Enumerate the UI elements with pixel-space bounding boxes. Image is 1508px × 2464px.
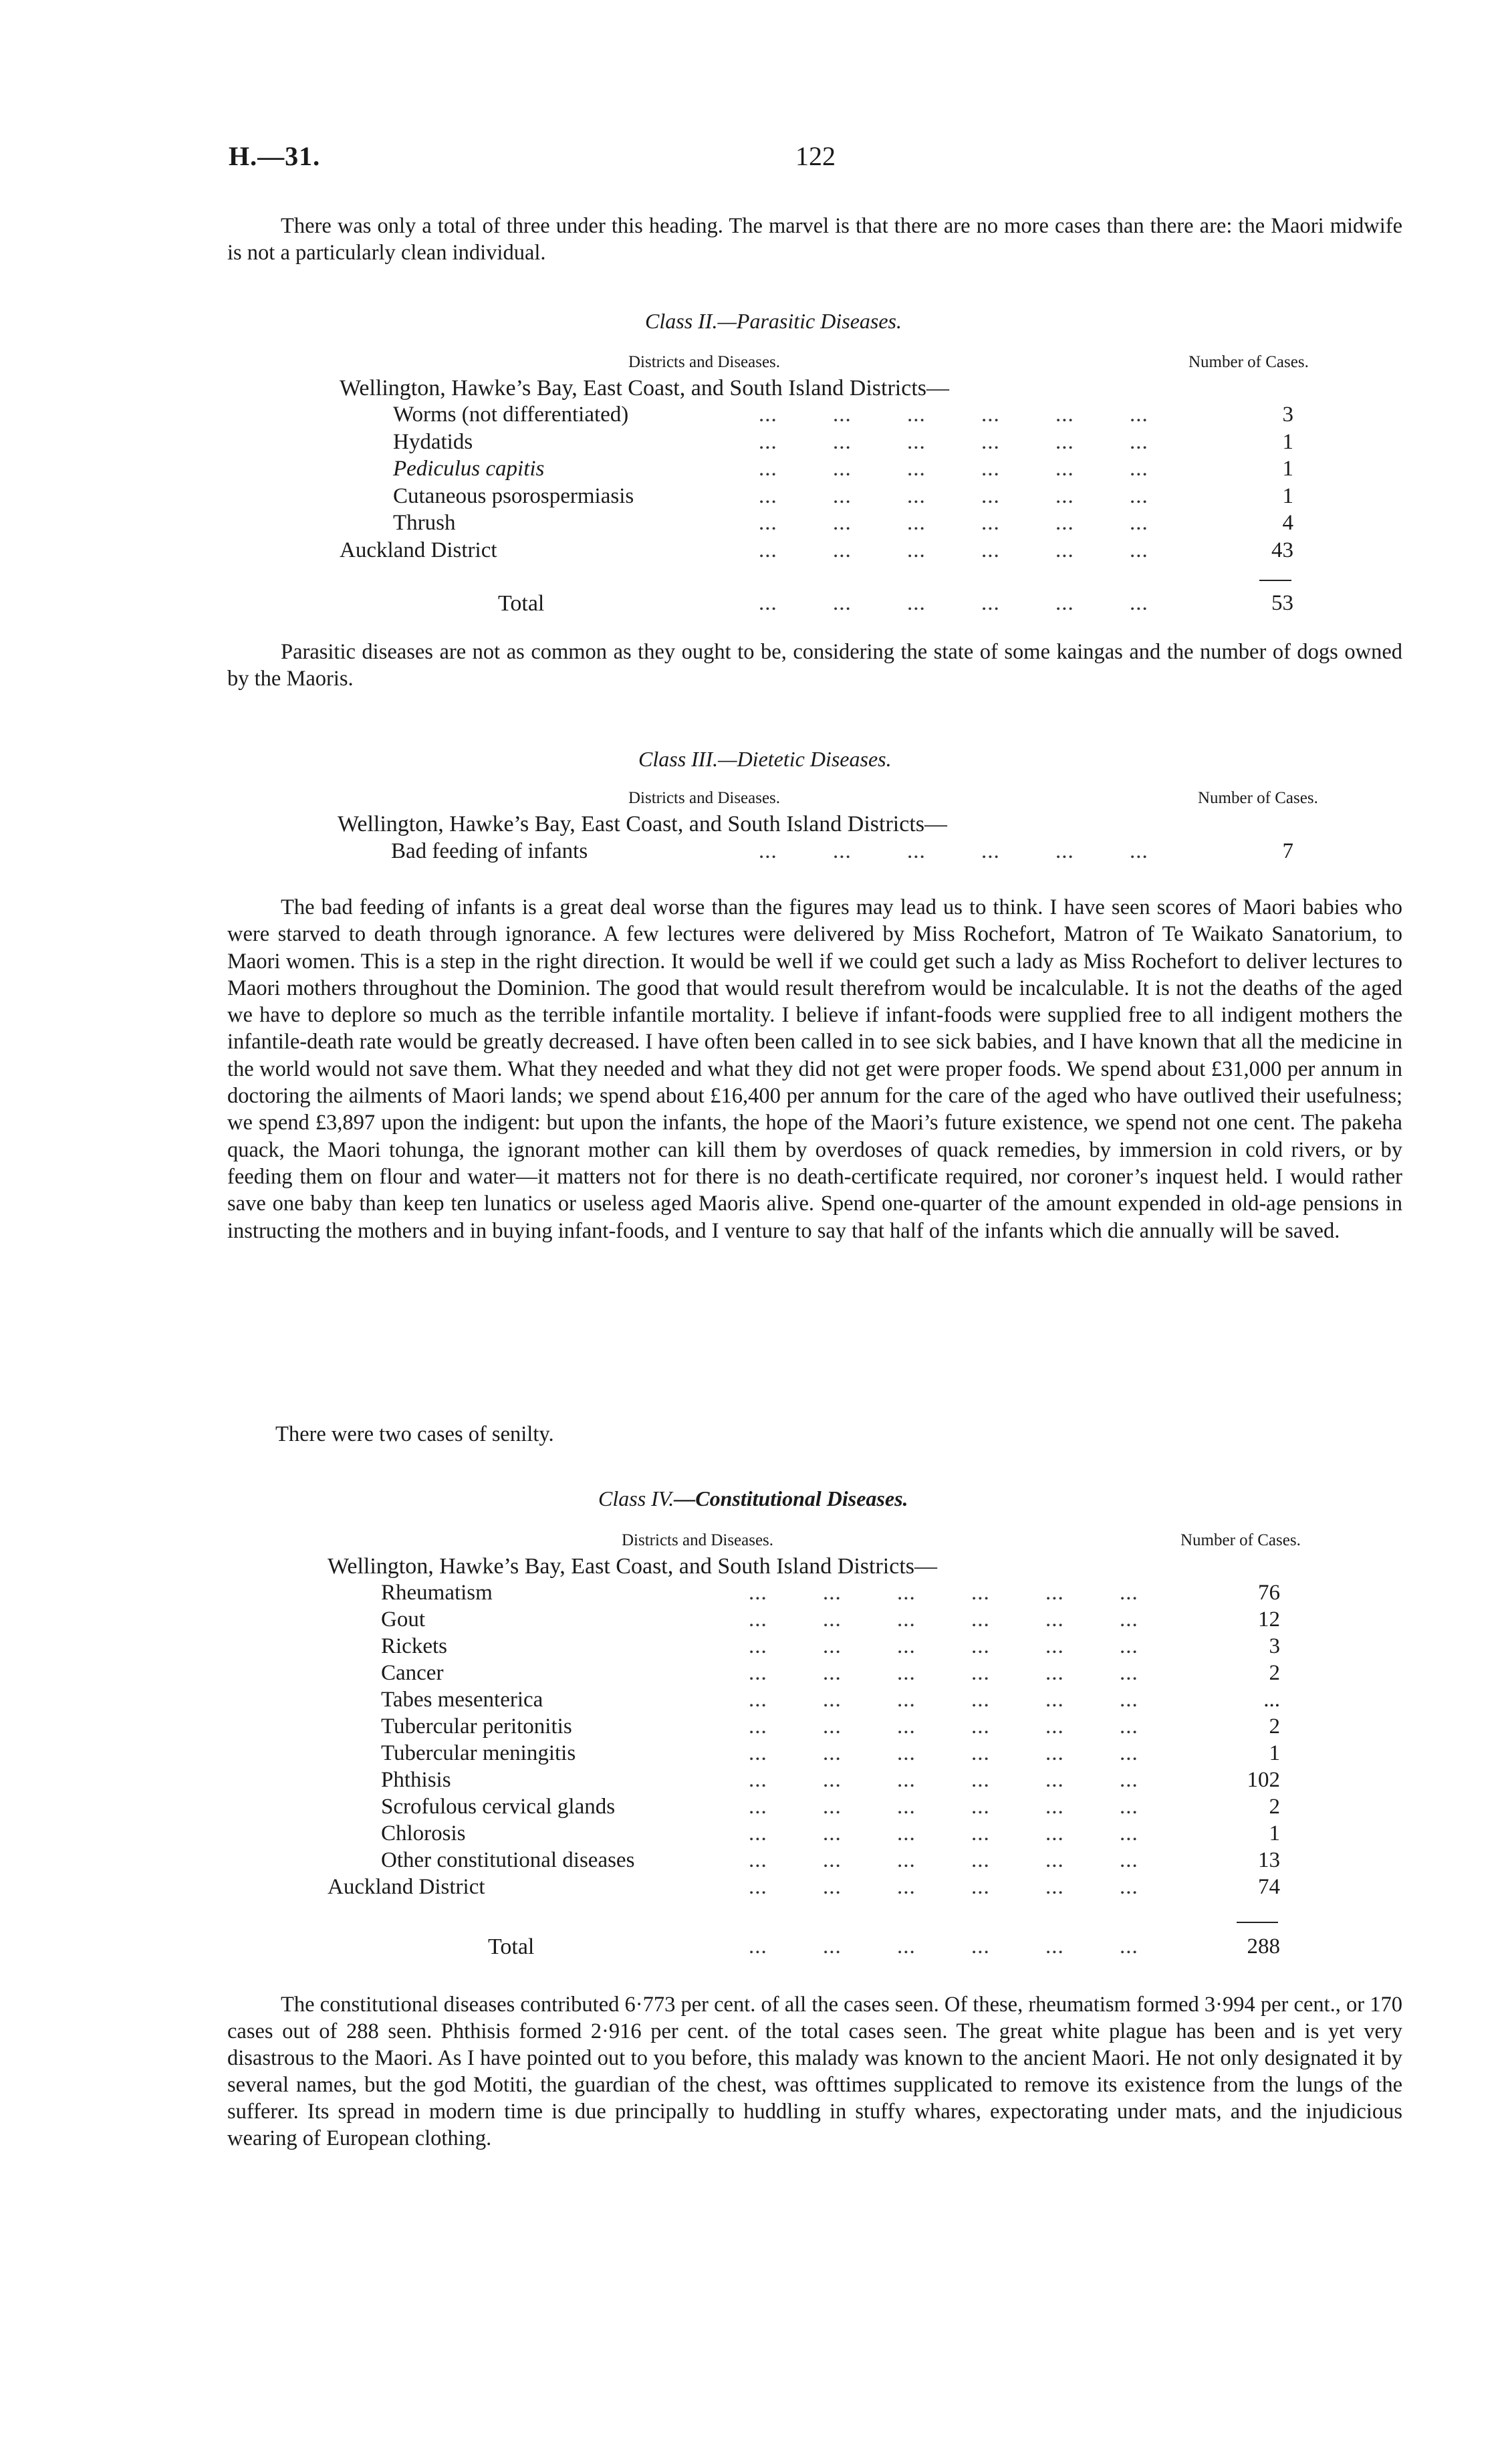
class3-col-cases: Number of Cases. [1198,789,1318,807]
leader-dots: ... ... ... ... ... ... [759,403,1148,427]
table-row [381,1634,1310,1661]
total-label: Total [498,591,545,616]
table-row [381,1848,1310,1875]
row-label: Auckland District [328,1875,485,1899]
class3-districts-line: Wellington, Hawke’s Bay, East Coast, and South Island Districts— [338,812,948,836]
table-row [391,839,1310,866]
row-label: Gout [381,1607,425,1632]
class4-col-cases: Number of Cases. [1180,1531,1301,1549]
class3-paragraph: The bad feeding of infants is a great deal worse than the figures may lead us to think. I have seen scores of Maori babies who were starved to death through ignorance. A few lectures were delivered by Miss Rochefort, Matron of Te Waikato Sanatorium, to Maori women. This is a step in the right direction. It would be well if we could get such a lady as Miss Rochefort to deliver lectures to Maori mothers throughout the Dominion. The good that would result therefrom would be incalculable. It is not the deaths of the aged we have to deplore so much as the terrible infantile mortality. I believe if infant-foods were supplied free to all indigent mothers the infantile-death rate would be greatly decreased. I have often been called in to see sick babies, and I have known that all the medicine in the world would not save them. What they needed and what they did not get were proper foods. We spend about £31,000 per annum in doctoring the ailments of Maori lands; we spend about £16,400 per annum for the care of the aged who have outlived their usefulness; we spend £3,897 upon the indigent: but upon the infants, the hope of the Maori’s future existence, we spend not one cent. The pakeha quack, the Maori tohunga, the ignorant mother can kill them by overdoses of quack remedies, by immersion in cold rivers, or by feeding them on flour and water—it matters not for there is no death-certificate required, nor coroner’s inquest held. I would rather save one baby than keep ten lunatics or useless aged Maoris alive. Spend one-quarter of the amount expended in old-age pensions in instructing the mothers and in buying infant-foods, and I venture to say that half of the infants which die annually will be saved. [227,895,1402,1243]
total-value: 288 [1247,1934,1280,1958]
class3-col-districts: Districts and Diseases. [628,789,781,807]
leader-dots: ... ... ... ... ... ... [749,1581,1138,1605]
row-label: Rheumatism [381,1581,493,1605]
leader-dots: ... ... ... ... ... ... [759,591,1148,615]
row-label: Tubercular peritonitis [381,1714,572,1739]
row-label: Auckland District [340,538,497,562]
page-number: 122 [795,141,836,171]
row-label: Scrofulous cervical glands [381,1795,616,1819]
class4-title [598,1486,908,1511]
row-label: Tubercular meningitis [381,1741,576,1765]
table-row [381,1741,1310,1768]
row-label: Hydatids [393,429,473,454]
row-label: Cancer [381,1661,444,1685]
senility-sentence: There were two cases of senilty. [275,1422,554,1446]
row-label: Worms (not differentiated) [393,403,629,427]
row-value: 4 [1282,511,1293,535]
auckland-row [328,1875,1310,1902]
class2-col-districts: Districts and Diseases. [628,353,781,371]
table-row [381,1821,1310,1848]
row-value: 74 [1258,1875,1280,1899]
row-label: Phthisis [381,1768,451,1792]
leader-dots: ... ... ... ... ... ... [749,1741,1138,1765]
row-value: 102 [1247,1768,1280,1792]
table-row [381,1661,1310,1688]
table-row [393,430,1310,457]
auckland-row [340,538,1310,565]
row-label: Other constitutional diseases [381,1848,635,1872]
class2-total-rule [1259,580,1291,581]
table-row [381,1581,1310,1607]
row-value: 2 [1269,1795,1280,1819]
table-row [381,1714,1310,1741]
row-label: Pediculus capitis [393,457,545,481]
row-value: 2 [1269,1714,1280,1739]
leader-dots: ... ... ... ... ... ... [749,1768,1138,1792]
leader-dots: ... ... ... ... ... ... [749,1714,1138,1739]
row-label: Bad feeding of infants [391,839,588,863]
class2-col-cases: Number of Cases. [1188,353,1309,371]
total-row [498,591,1310,618]
class4-title-name: —Constitutional Diseases. [674,1486,908,1510]
class4-paragraph: The constitutional diseases contributed 6·773 per cent. of all the cases seen. Of these, rheumatism formed 3·994 per cent., or 170 cases out of 288 seen. Phthisis formed 2·916 per cent. of the total cases seen. The great white plague has been and is yet very disastrous to the Maori. As I have pointed out to you before, this malady was known to the ancient Maori. He not only designated it by several names, but the god Motiti, the guardian of the chest, was ofttimes supplicated to remove its existence from the lungs of the sufferer. Its spread in modern time is due principally to huddling in stuffy whares, expectorating under mats, and the injudicious wearing of European clothing. [227,1993,1402,2150]
leader-dots: ... ... ... ... ... ... [749,1661,1138,1685]
leader-dots: ... ... ... ... ... ... [749,1607,1138,1632]
class2-title [645,309,902,334]
table-row [381,1795,1310,1821]
leader-dots: ... ... ... ... ... ... [749,1795,1138,1819]
class4-total-rule [1237,1922,1278,1923]
leader-dots: ... ... ... ... ... ... [749,1821,1138,1845]
row-value: 1 [1282,429,1293,454]
leader-dots: ... ... ... ... ... ... [749,1688,1138,1712]
row-value: 76 [1258,1581,1280,1605]
row-value: 13 [1258,1848,1280,1872]
class2-title-name: —Parasitic Diseases. [717,309,902,333]
leader-dots: ... ... ... ... ... ... [749,1934,1138,1958]
row-value: 1 [1269,1821,1280,1845]
report-code: H.—31. [229,141,321,171]
table-row [393,511,1310,538]
row-value: 2 [1269,1661,1280,1685]
leader-dots: ... ... ... ... ... ... [759,538,1148,562]
leader-dots: ... ... ... ... ... ... [759,457,1148,481]
leader-dots: ... ... ... ... ... ... [759,429,1148,454]
row-value: 1 [1269,1741,1280,1765]
class2-paragraph: Parasitic diseases are not as common as they ought to be, considering the state of some kaingas and the number of dogs owned by the Maoris. [227,640,1402,691]
table-row [381,1607,1310,1634]
leader-dots: ... ... ... ... ... ... [759,483,1148,508]
table-row [393,457,1310,483]
row-label: Chlorosis [381,1821,466,1845]
class2-title-prefix: Class II. [645,309,718,333]
row-value: 3 [1282,403,1293,427]
total-row [488,1934,1310,1961]
row-value: 43 [1271,538,1293,562]
row-value: 1 [1282,457,1293,481]
table-row [381,1688,1310,1714]
row-value: 12 [1258,1607,1280,1632]
leader-dots: ... ... ... ... ... ... [749,1848,1138,1872]
leader-dots: ... ... ... ... ... ... [749,1634,1138,1658]
row-label: Tabes mesenterica [381,1688,543,1712]
class2-districts-line: Wellington, Hawke’s Bay, East Coast, and South Island Districts— [340,376,950,401]
row-label: Rickets [381,1634,447,1658]
table-row [393,484,1310,511]
leader-dots: ... ... ... ... ... ... [749,1875,1138,1899]
row-value: 7 [1282,839,1293,863]
class4-title-prefix: Class IV. [598,1486,674,1510]
table-row [393,403,1310,429]
leader-dots: ... ... ... ... ... ... [759,511,1148,535]
table-row [381,1768,1310,1795]
class4-col-districts: Districts and Diseases. [622,1531,774,1549]
class3-title-name: —Dietetic Diseases. [718,747,892,771]
leader-dots: ... ... ... ... ... ... [759,839,1148,863]
intro-paragraph: There was only a total of three under this heading. The marvel is that there are no more cases than there are: the Maori midwife is not a particularly clean individual. [227,214,1402,265]
class4-districts-line: Wellington, Hawke’s Bay, East Coast, and South Island Districts— [328,1554,938,1579]
class3-title-prefix: Class III. [638,747,719,771]
row-value: 3 [1269,1634,1280,1658]
row-value: ... [1263,1688,1280,1712]
class3-title [638,747,892,772]
row-label: Cutaneous psorospermiasis [393,483,634,508]
row-label: Thrush [393,511,456,535]
total-value: 53 [1271,591,1293,615]
row-value: 1 [1282,483,1293,508]
total-label: Total [488,1934,535,1959]
